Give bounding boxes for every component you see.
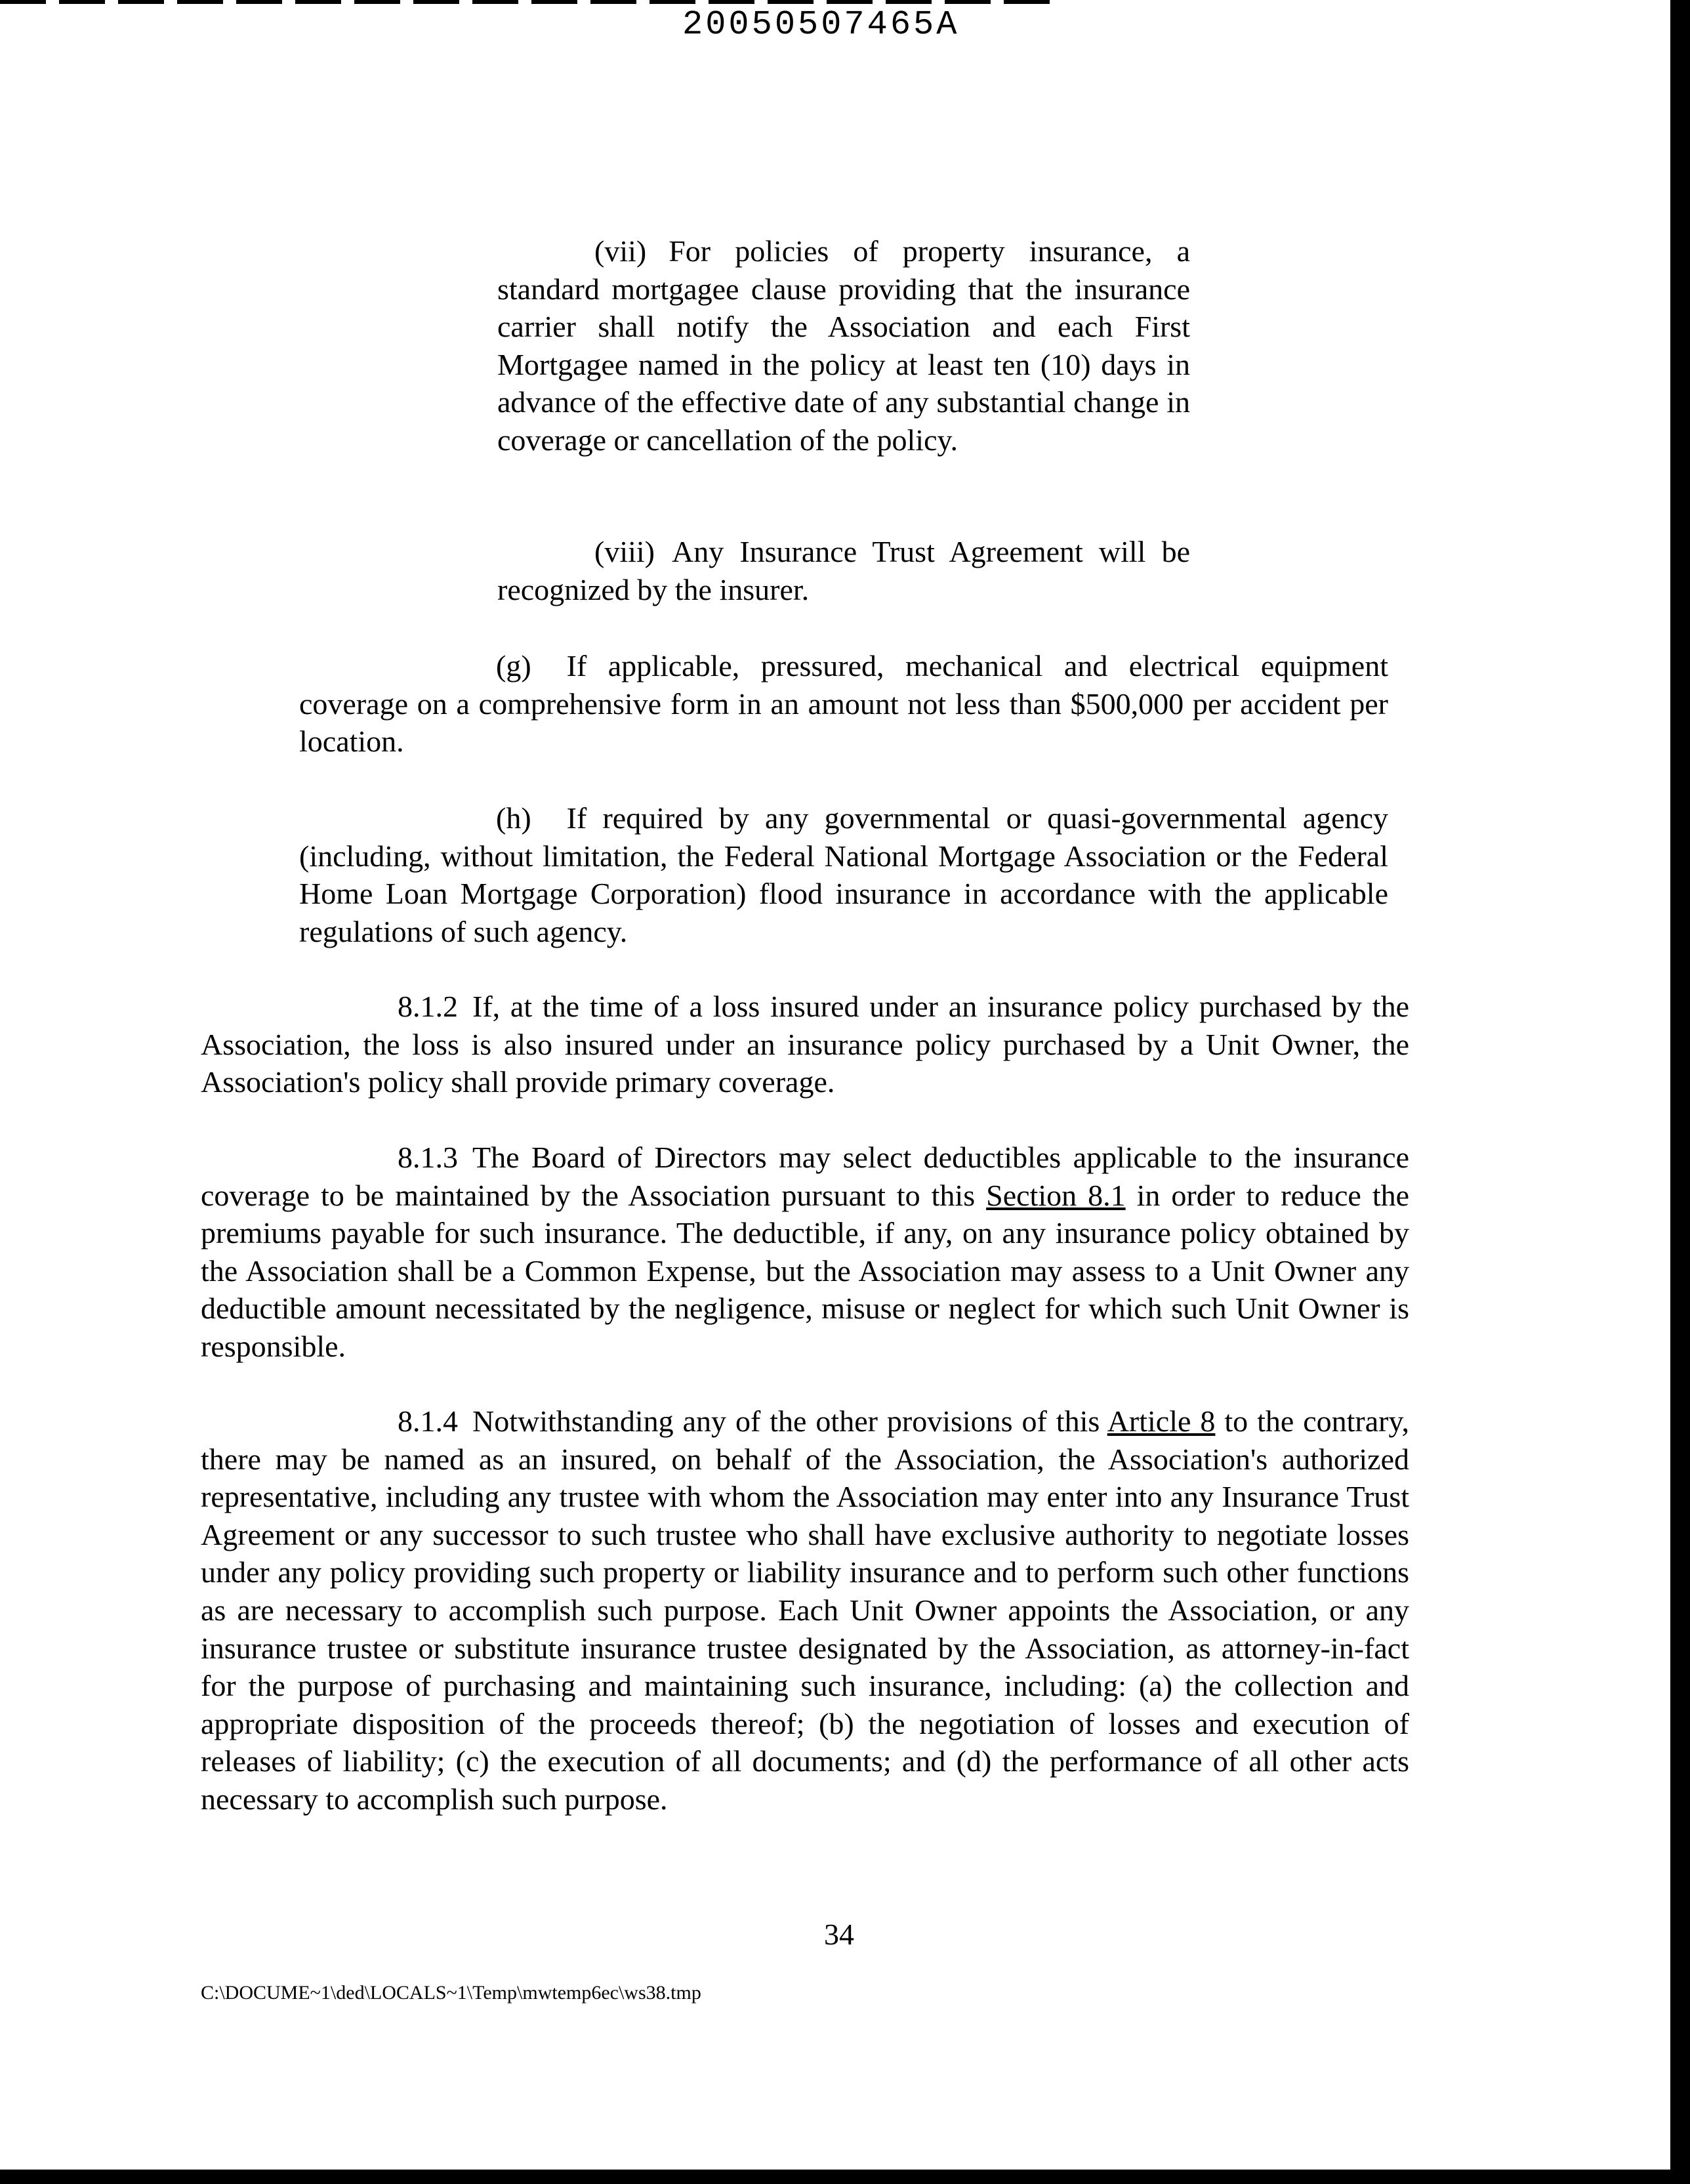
- paragraph-text: For policies of property insurance, a standard mortgagee clause providing that the insurance carrier shall notify the Association and each First Mortgagee named in the policy at least ten (10) days in advance of the effective date of any substantial change in coverage or cancellation of the policy.: [497, 234, 1190, 457]
- section-label: 8.1.4: [398, 1404, 458, 1438]
- paragraph-g: [299, 647, 1388, 761]
- document-number: 20050507465A: [682, 5, 960, 44]
- article-8-reference: Article 8: [1107, 1404, 1216, 1438]
- scan-edge-bottom: [0, 2170, 1690, 2184]
- section-text: If, at the time of a loss insured under an insurance policy purchased by the Association, the loss is also insured under an insurance policy purchased by a Unit Owner, the Association's policy shall provide primary coverage.: [201, 990, 1409, 1099]
- section-text-part-b: in order to reduce the premiums payable for such insurance. The deductible, if any, on any insurance policy obtained by the Association shall be a Common Expense, but the Association may assess to a Unit Owner any deductible amount necessitated by the negligence, misuse or neglect for which such Unit Owner is responsible.: [201, 1178, 1410, 1363]
- section-text-part-a: Notwithstanding any of the other provisions of this: [472, 1404, 1100, 1438]
- scan-edge-top: [0, 0, 1050, 4]
- paragraph-label: (vii): [594, 234, 647, 268]
- section-8-1-4: [201, 1402, 1409, 1818]
- paragraph-label: (g): [496, 649, 531, 682]
- paragraph-viii: [497, 533, 1190, 608]
- section-8-1-2: [201, 988, 1409, 1101]
- section-8-1-reference: Section 8.1: [986, 1178, 1126, 1212]
- file-path-footer: C:\DOCUME~1\ded\LOCALS~1\Temp\mwtemp6ec\ws38.tmp: [201, 1982, 701, 2004]
- paragraph-text: If applicable, pressured, mechanical and electrical equipment coverage on a comprehensive form in an amount not less than $500,000 per accident per location.: [299, 649, 1388, 759]
- paragraph-text: If required by any governmental or quasi-governmental agency (including, without limitation, the Federal National Mortgage Association or the Federal Home Loan Mortgage Corporation) flood insurance in accordance with the applicable regulations of such agency.: [299, 801, 1388, 948]
- section-text-part-a: The Board of Directors may select deductibles applicable to the insurance coverage to be maintained by the Association pursuant to this: [201, 1141, 1409, 1212]
- paragraph-label: (h): [496, 801, 531, 835]
- paragraph-vii: [497, 232, 1190, 459]
- section-label: 8.1.3: [398, 1141, 458, 1174]
- section-8-1-3: [201, 1139, 1409, 1366]
- paragraph-text: Any Insurance Trust Agreement will be recognized by the insurer.: [497, 535, 1190, 606]
- section-label: 8.1.2: [398, 990, 458, 1023]
- paragraph-h: [299, 799, 1388, 950]
- section-text-part-b: to the contrary, there may be named as an insured, on behalf of the Association, the Association's authorized representative, including any trustee with whom the Association may enter into any Insurance Trust Agreement or any successor to such trustee who shall have exclusive authority to negotiate losses under any policy providing such property or liability insurance and to perform such other functions as are necessary to accomplish such purpose. Each Unit Owner appoints the Association, or any insurance trustee or substitute insurance trustee designated by the Association, as attorney-in-fact for the purpose of purchasing and maintaining such insurance, including: (a) the collection and appropriate disposition of the proceeds thereof; (b) the negotiation of losses and execution of releases of liability; (c) the execution of all documents; and (d) the performance of all other acts necessary to accomplish such purpose.: [201, 1404, 1409, 1816]
- page-number: 34: [824, 1918, 854, 1951]
- scan-edge-right: [1670, 0, 1690, 2184]
- paragraph-label: (viii): [594, 535, 655, 568]
